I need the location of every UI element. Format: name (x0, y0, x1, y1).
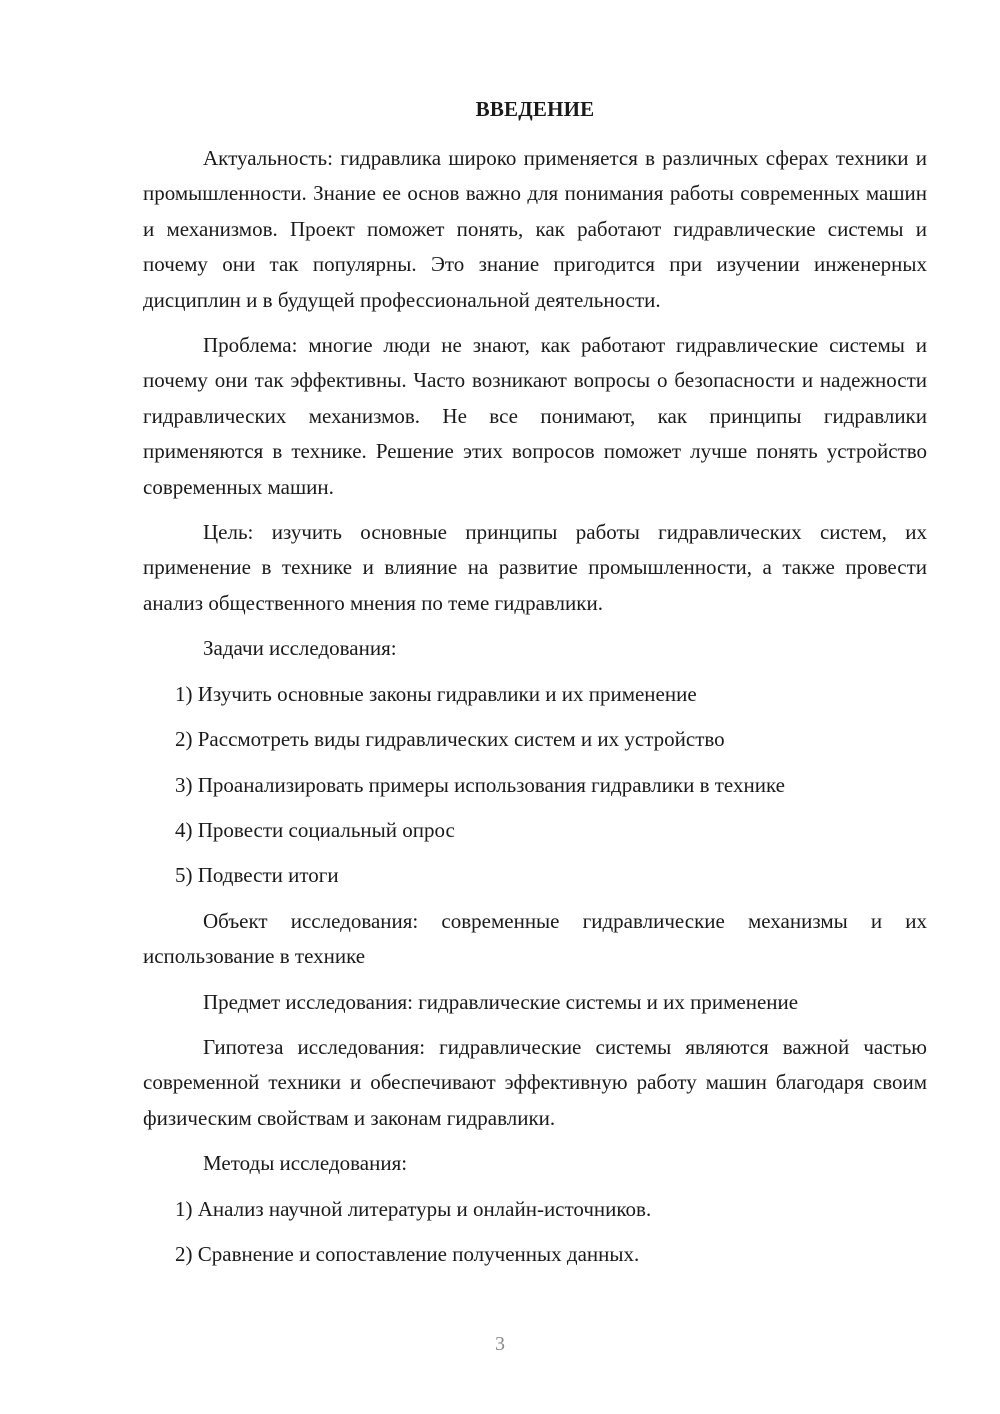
section-title: ВВЕДЕНИЕ (475, 97, 595, 121)
paragraph-subject: Предмет исследования: гидравлические системы и их применение (203, 989, 799, 1014)
page-number: 3 (495, 1333, 505, 1355)
method-item: 1) Анализ научной литературы и онлайн-источников. (175, 1196, 652, 1221)
tasks-list (143, 677, 927, 894)
task-item: 5) Подвести итоги (175, 863, 339, 888)
methods-heading: Методы исследования: (203, 1151, 408, 1176)
task-item: 2) Рассмотреть виды гидравлических систем и их устройство (175, 727, 725, 752)
tasks-heading: Задачи исследования: (203, 636, 397, 661)
task-item: 4) Провести социальный опрос (175, 817, 455, 842)
document-page (143, 94, 927, 1282)
paragraph-object: Объект исследования: современные гидравлические механизмы и их использование в технике (143, 908, 927, 969)
paragraph-relevance: Актуальность: гидравлика широко применяется в различных сферах техники и промышленности. Знание ее основ важно для понимания работы современных машин и механизмов. Проект поможет понять, как работают гидравлические системы и почему они так популярны. Это знание пригодится при изучении инженерных дисциплин и в будущей профессиональной деятельности. (143, 146, 927, 312)
task-item: 3) Проанализировать примеры использования гидравлики в технике (175, 772, 785, 797)
methods-list (143, 1192, 927, 1273)
method-item: 2) Сравнение и сопоставление полученных данных. (175, 1241, 640, 1266)
paragraph-goal: Цель: изучить основные принципы работы гидравлических систем, их применение в технике и влияние на развитие промышленности, а также провести анализ общественного мнения по теме гидравлики. (143, 520, 927, 615)
paragraph-hypothesis: Гипотеза исследования: гидравлические системы являются важной частью современной техники и обеспечивают эффективную работу машин благодаря своим физическим свойствам и законам гидравлики. (143, 1034, 927, 1130)
paragraph-problem: Проблема: многие люди не знают, как работают гидравлические системы и почему они так эффективны. Часто возникают вопросы о безопасности и надежности гидравлических механизмов. Не все понимают, как принципы гидравлики применяются в технике. Решение этих вопросов поможет лучше понять устройство современных машин. (143, 333, 927, 499)
task-item: 1) Изучить основные законы гидравлики и их применение (175, 681, 697, 706)
